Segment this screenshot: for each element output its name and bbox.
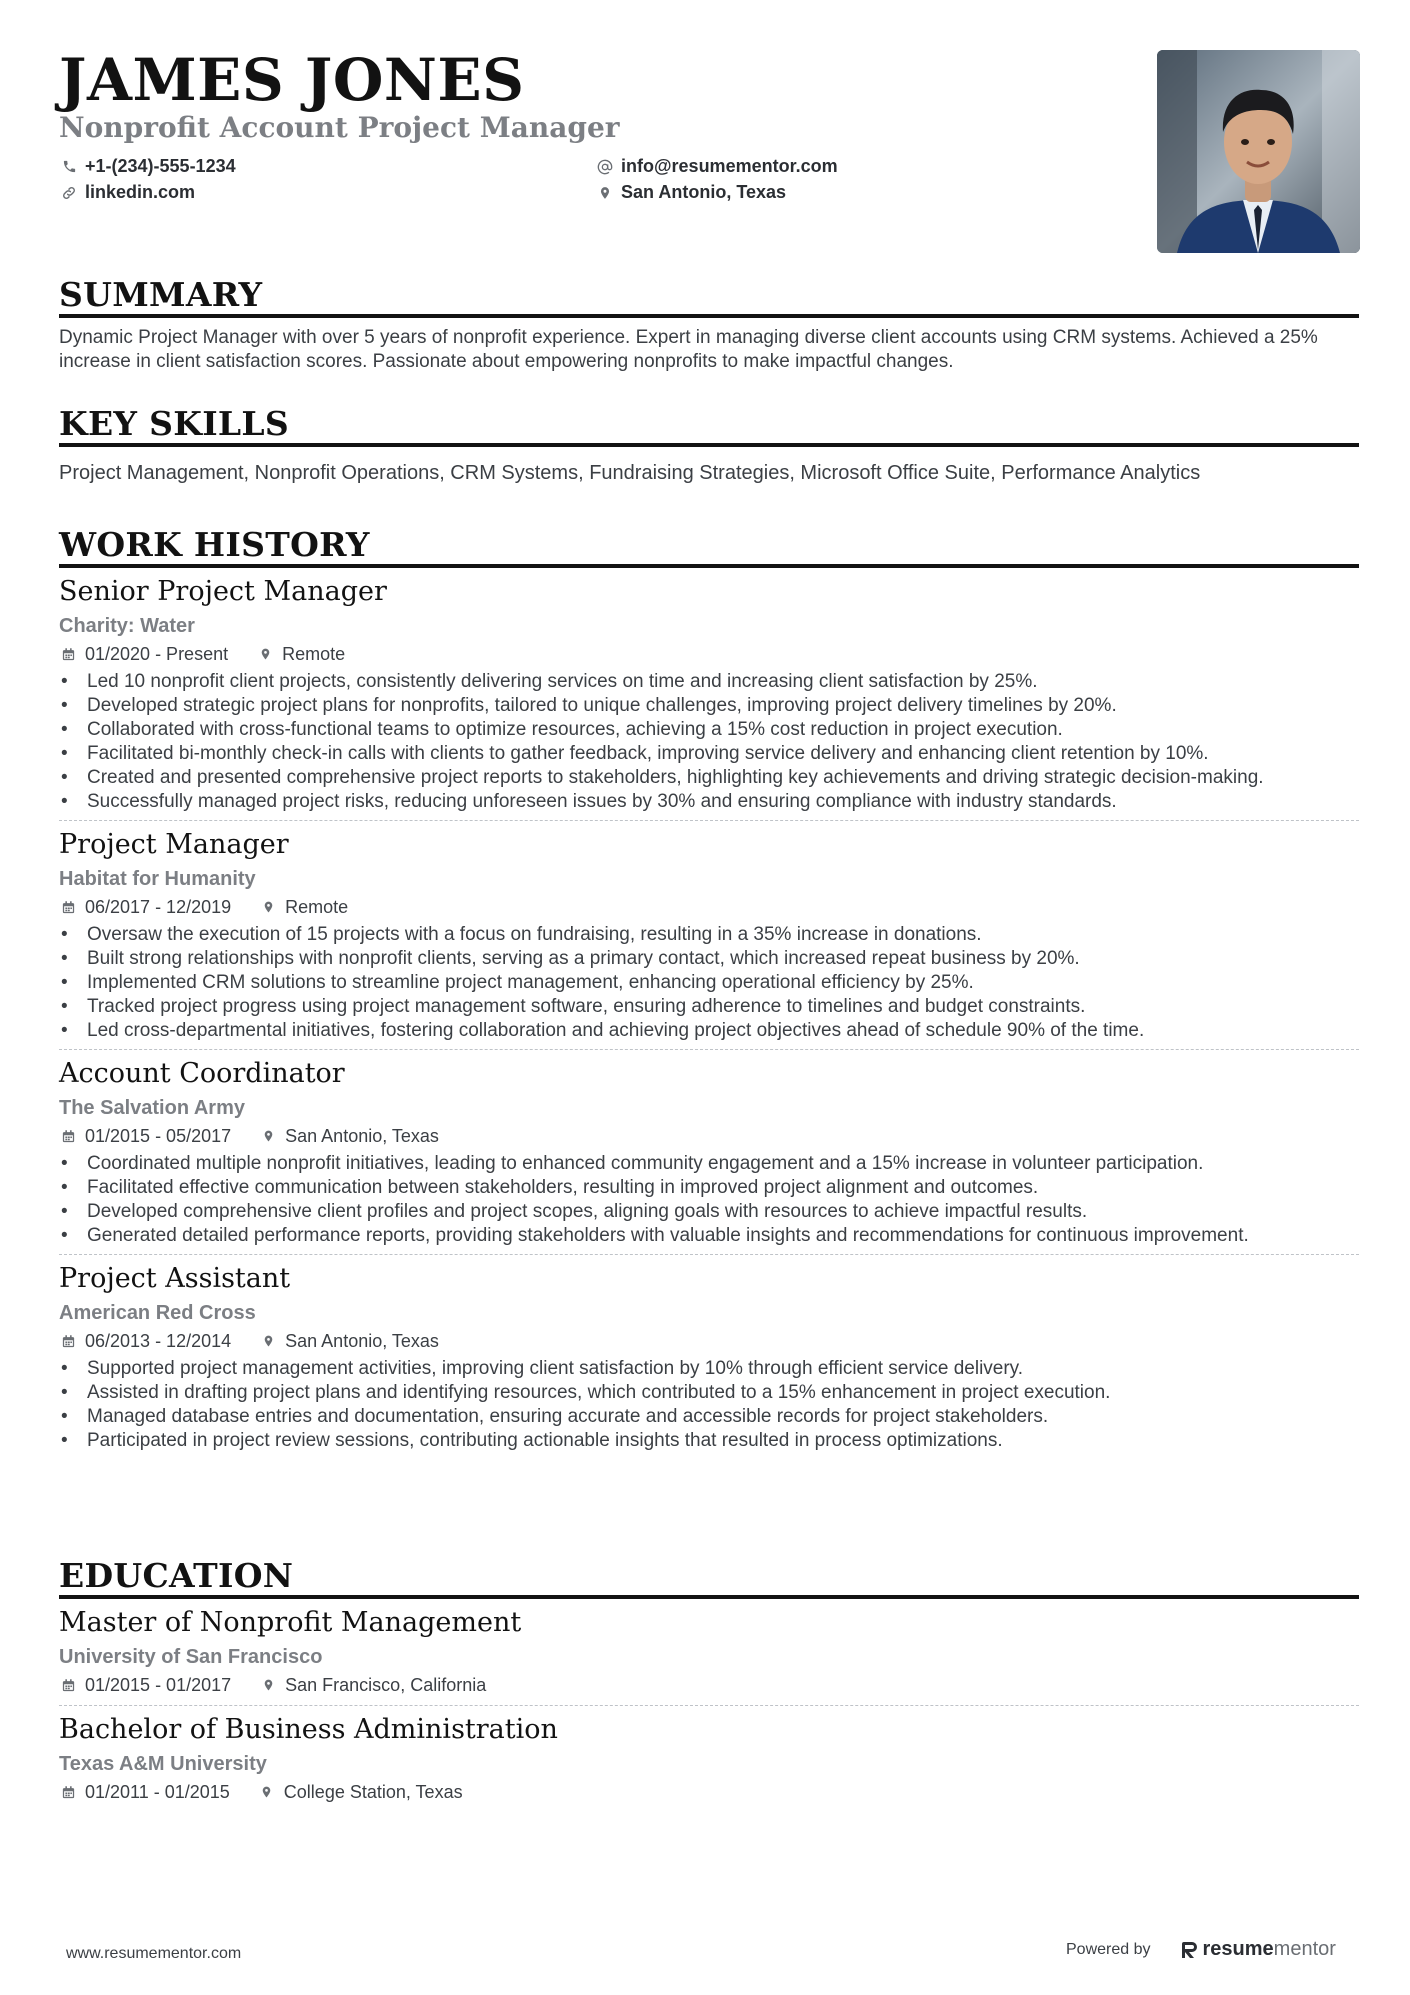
link-icon <box>59 183 79 203</box>
location-pin-icon <box>256 645 274 663</box>
job-meta <box>59 640 1359 668</box>
calendar-icon <box>59 1783 77 1801</box>
location-pin-icon <box>259 1332 277 1350</box>
contact-location <box>595 182 786 203</box>
bullet-item: • Coordinated multiple nonprofit initiatives, leading to enhanced community engagement and a 15% increase in volunteer participation. <box>59 1152 1359 1176</box>
job-location-text: Remote <box>282 644 346 664</box>
job-location-text: San Antonio, Texas <box>285 1126 439 1146</box>
brand-logo[interactable] <box>1181 1938 1336 1961</box>
candidate-title: Nonprofit Account Project Manager <box>59 111 620 144</box>
job-location <box>259 1327 439 1355</box>
job-bullets <box>59 923 1359 1043</box>
job-title: Project Manager <box>59 829 289 860</box>
job-title: Project Assistant <box>59 1263 291 1294</box>
location-text: San Antonio, Texas <box>621 182 787 202</box>
brand-name-thin: mentor <box>1273 1938 1336 1960</box>
summary-heading: SUMMARY <box>59 276 1359 318</box>
job-meta <box>59 1122 1359 1150</box>
powered-by-label: Powered by <box>1066 1940 1151 1958</box>
school-name: Texas A&M University <box>59 1753 267 1775</box>
skills-heading: KEY SKILLS <box>59 405 1359 447</box>
job-meta <box>59 893 1359 921</box>
location-pin-icon <box>259 1127 277 1145</box>
job-organization: Habitat for Humanity <box>59 868 256 890</box>
bullet-item: • Developed comprehensive client profiles and project scopes, aligning goals with resources to achieve impactful results. <box>59 1200 1359 1224</box>
bullet-item: • Created and presented comprehensive project reports to stakeholders, highlighting key achievements and driving strategic decision-making. <box>59 766 1359 790</box>
job-location-text: Remote <box>285 897 349 917</box>
education-entry <box>59 1706 1359 1806</box>
bullet-item: • Facilitated effective communication between stakeholders, resulting in improved project alignment and outcomes. <box>59 1176 1359 1200</box>
location-pin-icon <box>259 898 277 916</box>
job-bullets <box>59 670 1359 814</box>
candidate-name: JAMES JONES <box>59 46 525 114</box>
work-history-heading: WORK HISTORY <box>59 526 1359 568</box>
job-organization: Charity: Water <box>59 615 195 637</box>
bullet-item: • Led cross-departmental initiatives, fostering collaboration and achieving project objectives ahead of schedule 90% of the time. <box>59 1019 1359 1043</box>
job-location-text: San Antonio, Texas <box>285 1331 439 1351</box>
job-entry <box>59 568 1359 821</box>
job-dates: 06/2013 - 12/2014 <box>85 1331 232 1351</box>
phone-icon <box>59 157 79 177</box>
bullet-item: • Generated detailed performance reports, providing stakeholders with valuable insights and recommendations for continuous improvement. <box>59 1224 1359 1248</box>
at-icon <box>595 157 615 177</box>
bullet-item: • Participated in project review sessions, contributing actionable insights that resulted in process optimizations. <box>59 1429 1359 1453</box>
job-meta <box>59 1327 1359 1355</box>
calendar-icon <box>59 1127 77 1145</box>
contact-linkedin[interactable] <box>59 182 195 203</box>
location-pin-icon <box>259 1676 277 1694</box>
skills-text: Project Management, Nonprofit Operations, CRM Systems, Fundraising Strategies, Microsoft Office Suite, Performance Analytics <box>59 462 1201 484</box>
degree-title: Bachelor of Business Administration <box>59 1714 558 1745</box>
bullet-item: • Developed strategic project plans for nonprofits, tailored to unique challenges, improving project delivery timelines by 20%. <box>59 694 1359 718</box>
education-entry <box>59 1599 1359 1706</box>
education-meta <box>59 1671 1359 1699</box>
bullet-item: • Assisted in drafting project plans and identifying resources, which contributed to a 15% enhancement in project execution. <box>59 1381 1359 1405</box>
summary-text: Dynamic Project Manager with over 5 years of nonprofit experience. Expert in managing diverse client accounts using CRM systems. Achieved a 25% increase in client satisfaction scores. Passionate about empowering nonprofits to make impactful changes. <box>59 327 1318 372</box>
job-dates: 01/2015 - 05/2017 <box>85 1126 232 1146</box>
bullet-item: • Managed database entries and documentation, ensuring accurate and accessible records for project stakeholders. <box>59 1405 1359 1429</box>
bullet-item: • Supported project management activities, improving client satisfaction by 10% through efficient service delivery. <box>59 1357 1359 1381</box>
education-dates: 01/2011 - 01/2015 <box>85 1782 230 1802</box>
job-dates: 01/2020 - Present <box>85 644 229 664</box>
bullet-item: • Oversaw the execution of 15 projects with a focus on fundraising, resulting in a 35% increase in donations. <box>59 923 1359 947</box>
phone-text: +1-(234)-555-1234 <box>85 156 236 176</box>
job-title: Senior Project Manager <box>59 576 387 607</box>
bullet-item: • Collaborated with cross-functional teams to optimize resources, achieving a 15% cost reduction in project execution. <box>59 718 1359 742</box>
job-title: Account Coordinator <box>59 1058 345 1089</box>
skills-section <box>59 405 1359 485</box>
bullet-item: • Tracked project progress using project management software, ensuring adherence to timelines and budget constraints. <box>59 995 1359 1019</box>
bullet-item: • Built strong relationships with nonprofit clients, serving as a primary contact, which increased repeat business by 20%. <box>59 947 1359 971</box>
job-bullets <box>59 1152 1359 1248</box>
calendar-icon <box>59 645 77 663</box>
summary-section <box>59 276 1359 374</box>
job-dates: 06/2017 - 12/2019 <box>85 897 232 917</box>
calendar-icon <box>59 1676 77 1694</box>
linkedin-text: linkedin.com <box>85 182 196 202</box>
job-bullets <box>59 1357 1359 1453</box>
education-meta <box>59 1778 1359 1806</box>
degree-title: Master of Nonprofit Management <box>59 1607 522 1638</box>
job-location <box>256 640 345 668</box>
location-pin-icon <box>258 1783 276 1801</box>
job-entry <box>59 1255 1359 1453</box>
email-text: info@resumementor.com <box>621 156 838 176</box>
location-pin-icon <box>595 183 615 203</box>
school-name: University of San Francisco <box>59 1646 323 1668</box>
bullet-item: • Implemented CRM solutions to streamline project management, enhancing operational efficiency by 25%. <box>59 971 1359 995</box>
education-section <box>59 1557 1359 1806</box>
brand-name-bold: resume <box>1202 1938 1274 1960</box>
job-entry <box>59 1050 1359 1255</box>
job-location <box>259 1122 439 1150</box>
bullet-item: • Facilitated bi-monthly check-in calls with clients to gather feedback, improving service delivery and enhancing client retention by 10%. <box>59 742 1359 766</box>
footer-website-link[interactable]: www.resumementor.com <box>66 1945 242 1962</box>
education-location-text: College Station, Texas <box>283 1782 463 1802</box>
contact-phone[interactable] <box>59 156 236 177</box>
bullet-item: • Led 10 nonprofit client projects, consistently delivering services on time and increasing client satisfaction by 25%. <box>59 670 1359 694</box>
brand-logo-icon <box>1181 1940 1199 1960</box>
work-history-section <box>59 526 1359 1453</box>
job-organization: The Salvation Army <box>59 1097 245 1119</box>
job-location <box>259 893 348 921</box>
bullet-item: • Successfully managed project risks, reducing unforeseen issues by 30% and ensuring compliance with industry standards. <box>59 790 1359 814</box>
profile-photo <box>1157 50 1360 253</box>
contact-email[interactable] <box>595 156 838 177</box>
job-entry <box>59 821 1359 1050</box>
education-heading: EDUCATION <box>59 1557 1359 1599</box>
footer-powered-by <box>1066 1938 1336 1961</box>
education-dates: 01/2015 - 01/2017 <box>85 1675 232 1695</box>
education-location-text: San Francisco, California <box>285 1675 487 1695</box>
education-location <box>258 1778 463 1806</box>
calendar-icon <box>59 898 77 916</box>
education-location <box>259 1671 486 1699</box>
calendar-icon <box>59 1332 77 1350</box>
job-organization: American Red Cross <box>59 1302 256 1324</box>
